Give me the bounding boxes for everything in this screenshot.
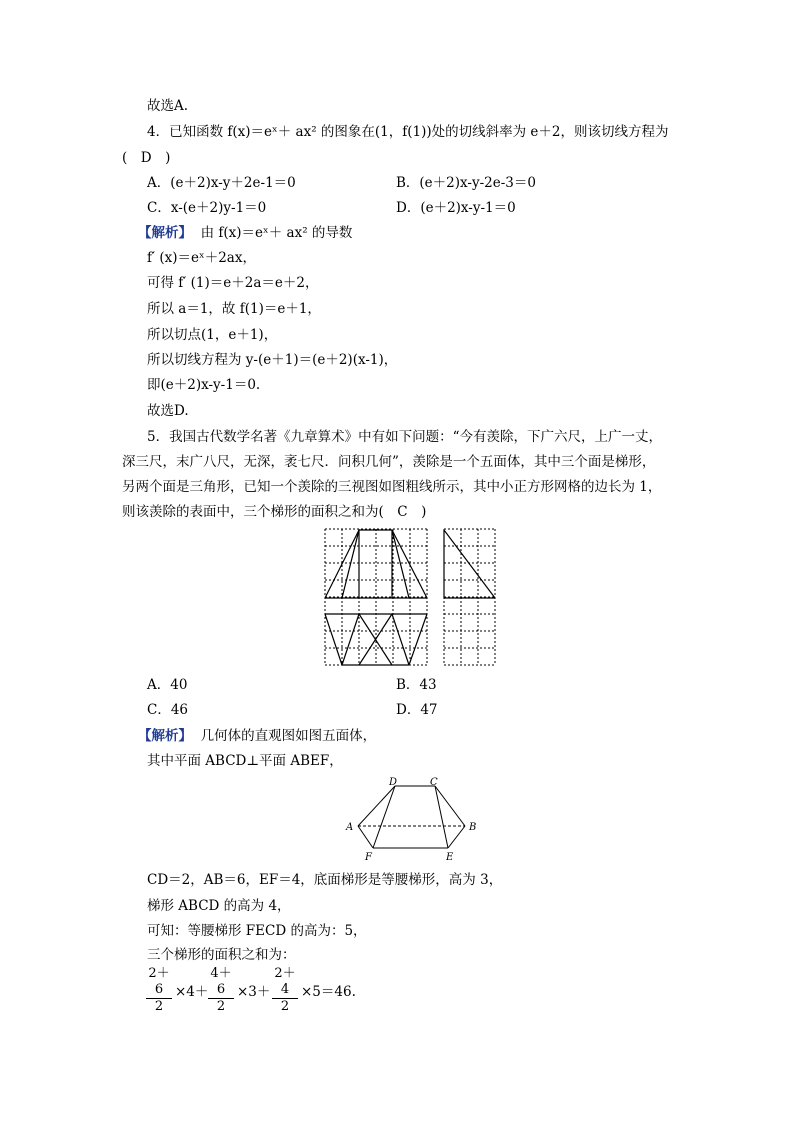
text-line: 故选D. bbox=[147, 403, 189, 419]
text-line: 所以切线方程为 y-(e＋1)＝(e＋2)(x-1)， bbox=[147, 352, 398, 368]
text-line: 其中平面 ABCD⊥平面 ABEF， bbox=[147, 753, 343, 769]
three-view-figure bbox=[324, 528, 496, 668]
analysis-tag: 【解析】 bbox=[138, 225, 192, 241]
text-line: 可得 f′ (1)＝e＋2a＝e＋2， bbox=[147, 275, 319, 291]
q4-option-d: D．(e＋2)x-y-1＝0 bbox=[396, 200, 516, 216]
analysis-text: 几何体的直观图如图五面体， bbox=[200, 728, 377, 744]
q5-option-c: C．46 bbox=[147, 702, 189, 718]
vertex-label-d: D bbox=[389, 777, 398, 788]
vertex-label-a: A bbox=[346, 822, 354, 833]
fraction-2 bbox=[208, 966, 234, 1015]
text-line: f′ (x)＝eˣ＋2ax， bbox=[147, 250, 256, 266]
question-5-stem: 深三尺，末广八尺，无深，袤七尺．问积几何”，羡除是一个五面体，其中三个面是梯形， bbox=[122, 454, 656, 470]
side-view bbox=[444, 530, 495, 598]
analysis-line bbox=[138, 727, 376, 745]
text-line: 故选A. bbox=[147, 98, 189, 114]
formula-term: ×3＋ bbox=[237, 984, 271, 1000]
text-line: 所以 a＝1，故 f(1)＝e＋1， bbox=[147, 301, 321, 317]
text-line: 即(e＋2)x-y-1＝0. bbox=[147, 377, 261, 393]
fraction-denominator: 2 bbox=[216, 999, 226, 1014]
q5-option-a: A．40 bbox=[147, 677, 188, 693]
q4-option-a: A．(e＋2)x-y＋2e-1＝0 bbox=[147, 175, 296, 191]
analysis-text: 由 f(x)＝eˣ＋ ax² 的导数 bbox=[200, 225, 353, 241]
text-line: 所以切点(1，e＋1)， bbox=[147, 327, 278, 343]
solid-figure bbox=[340, 776, 490, 864]
fraction-numerator: 2＋4 bbox=[272, 966, 298, 999]
formula-term: ×5＝46. bbox=[301, 984, 356, 1000]
q5-option-b: B．43 bbox=[396, 677, 437, 693]
q4-option-b: B．(e＋2)x-y-2e-3＝0 bbox=[396, 175, 536, 191]
fraction-3 bbox=[272, 966, 298, 1015]
vertex-label-e: E bbox=[446, 852, 454, 863]
q4-option-c: C．x-(e＋2)y-1＝0 bbox=[147, 200, 267, 216]
vertex-label-f: F bbox=[365, 852, 372, 863]
fraction-denominator: 2 bbox=[154, 999, 164, 1014]
analysis-line bbox=[138, 224, 352, 242]
text-line: 三个梯形的面积之和为： bbox=[147, 947, 296, 963]
fraction-denominator: 2 bbox=[280, 999, 290, 1014]
front-view bbox=[325, 530, 427, 598]
vertex-label-c: C bbox=[430, 777, 438, 788]
fraction-1 bbox=[146, 966, 172, 1015]
question-5-stem: 5．我国古代数学名著《九章算术》中有如下问题：“今有羡除，下广六尺，上广一丈， bbox=[147, 429, 662, 445]
question-5-stem: 另两个面是三角形，已知一个羡除的三视图如图粗线所示，其中小正方形网格的边长为 1， bbox=[122, 479, 662, 495]
fraction-numerator: 2＋6 bbox=[146, 966, 172, 999]
question-4-stem: 4．已知函数 f(x)＝eˣ＋ ax² 的图象在(1，f(1))处的切线斜率为 e＋2，则该切线方程为 bbox=[147, 124, 669, 140]
fraction-numerator: 4＋6 bbox=[208, 966, 234, 999]
text-line: 可知：等腰梯形 FECD 的高为：5， bbox=[147, 923, 367, 939]
question-4-answer-bracket: ( D ) bbox=[122, 150, 171, 166]
vertex-label-b: B bbox=[469, 822, 477, 833]
analysis-tag: 【解析】 bbox=[138, 728, 192, 744]
formula-term: ×4＋ bbox=[175, 984, 209, 1000]
q5-option-d: D．47 bbox=[396, 702, 438, 718]
text-line: 梯形 ABCD 的高为 4， bbox=[147, 898, 291, 914]
question-5-stem: 则该羡除的表面中，三个梯形的面积之和为( C ) bbox=[122, 504, 427, 520]
text-line: CD＝2，AB＝6，EF＝4，底面梯形是等腰梯形，高为 3， bbox=[147, 872, 503, 888]
